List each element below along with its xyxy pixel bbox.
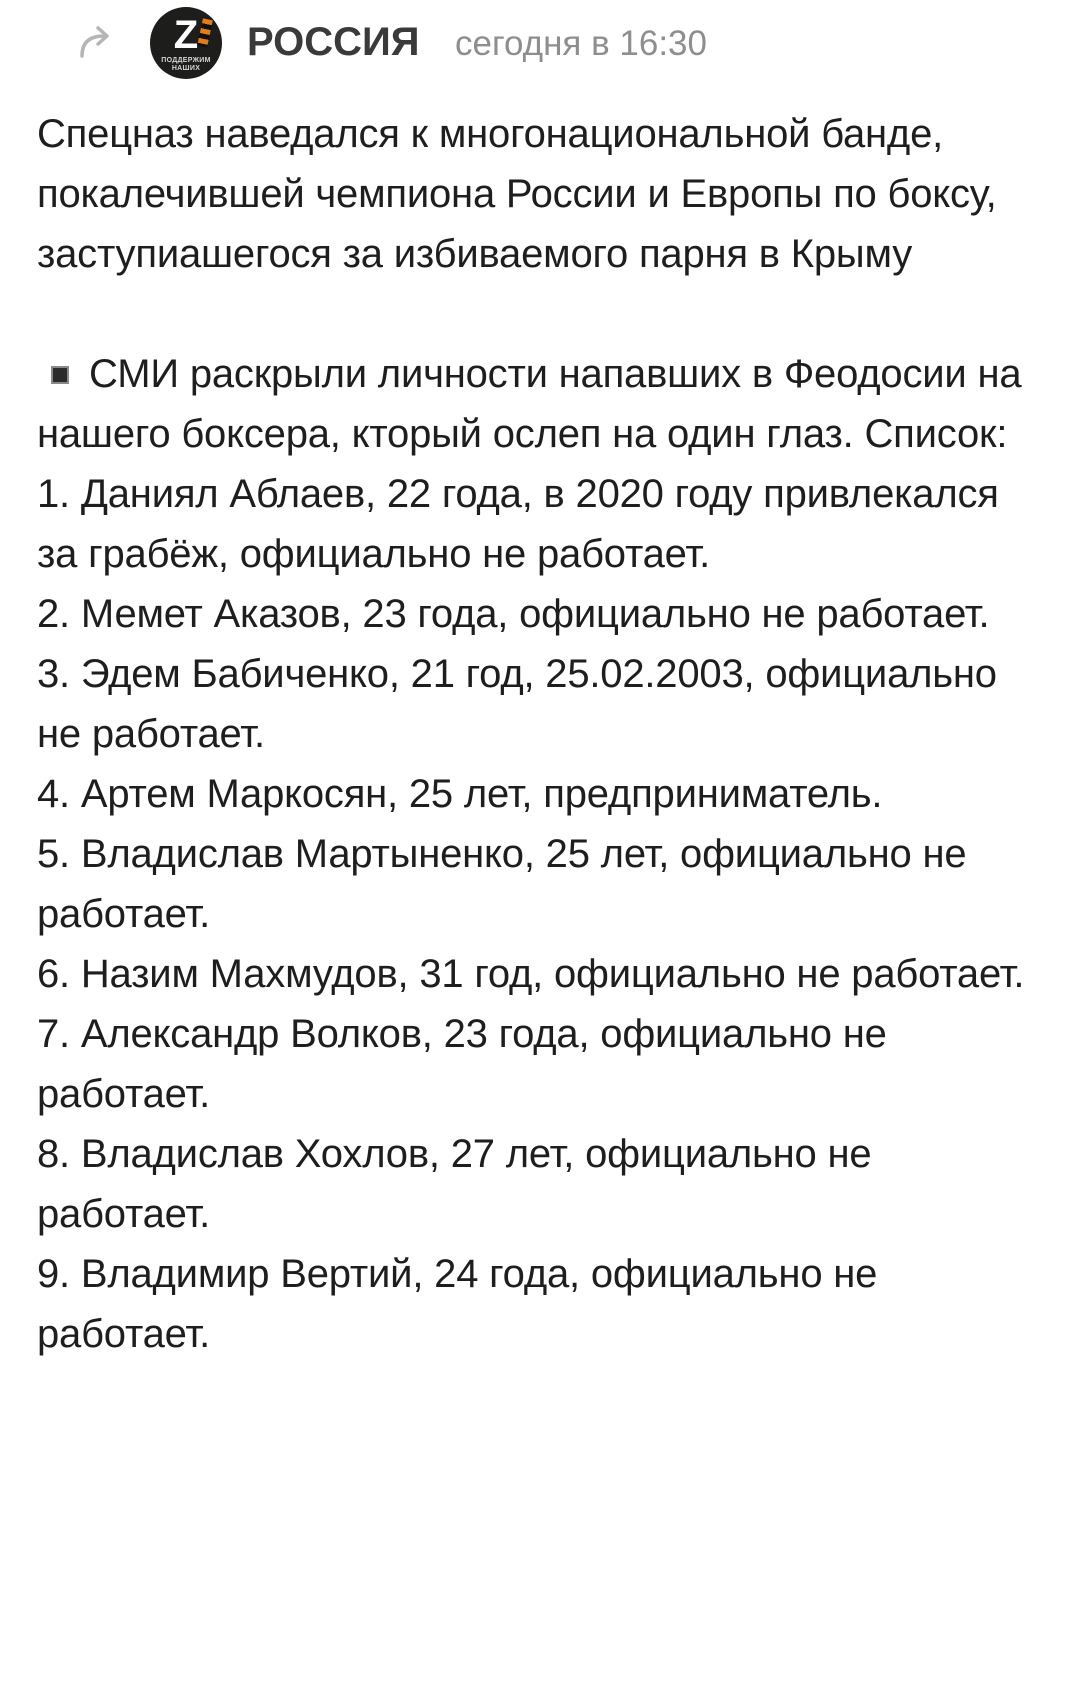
share-arrow-icon[interactable] [76,22,116,62]
post-header [0,0,1080,92]
post-intro-text: СМИ раскрыли личности напавших в Феодосии на нашего боксера, кторый ослеп на один глаз. Список: [37,352,1022,456]
list-item: 8. Владислав Хохлов, 27 лет, официально не работает. [37,1132,872,1236]
list-item: 7. Александр Волков, 23 года, официально не работает. [37,1012,887,1116]
list-item: 1. Даниял Аблаев, 22 года, в 2020 году привлекался за грабёж, официально не работает. [37,472,999,576]
black-square-icon [51,366,69,384]
list-item: 3. Эдем Бабиченко, 21 год, 25.02.2003, официально не работает. [37,652,997,756]
list-item: 4. Артем Маркосян, 25 лет, предприниматель. [37,772,883,816]
list-item: 6. Назим Махмудов, 31 год, официально не работает. [37,952,1025,996]
list-item: 2. Мемет Аказов, 23 года, официально не работает. [37,592,990,636]
avatar-caption: ПОДДЕРЖИМ НАШИХ [161,57,211,72]
post-timestamp: сегодня в 16:30 [455,24,707,63]
post-intro-paragraph [37,344,1047,464]
channel-name[interactable]: РОССИЯ [247,20,420,64]
post-body [37,104,1047,1364]
channel-avatar[interactable] [150,7,222,79]
post-headline: Спецназ наведался к многонациональной банде, покалечившей чемпиона России и Европы по боксу, заступиашегося за избиваемого парня в Крыму [37,112,997,276]
list-item: 5. Владислав Мартыненко, 25 лет, официально не работает. [37,832,967,936]
list-item: 9. Владимир Вертий, 24 года, официально не работает. [37,1252,878,1356]
avatar-z-letter: Z [173,13,199,57]
